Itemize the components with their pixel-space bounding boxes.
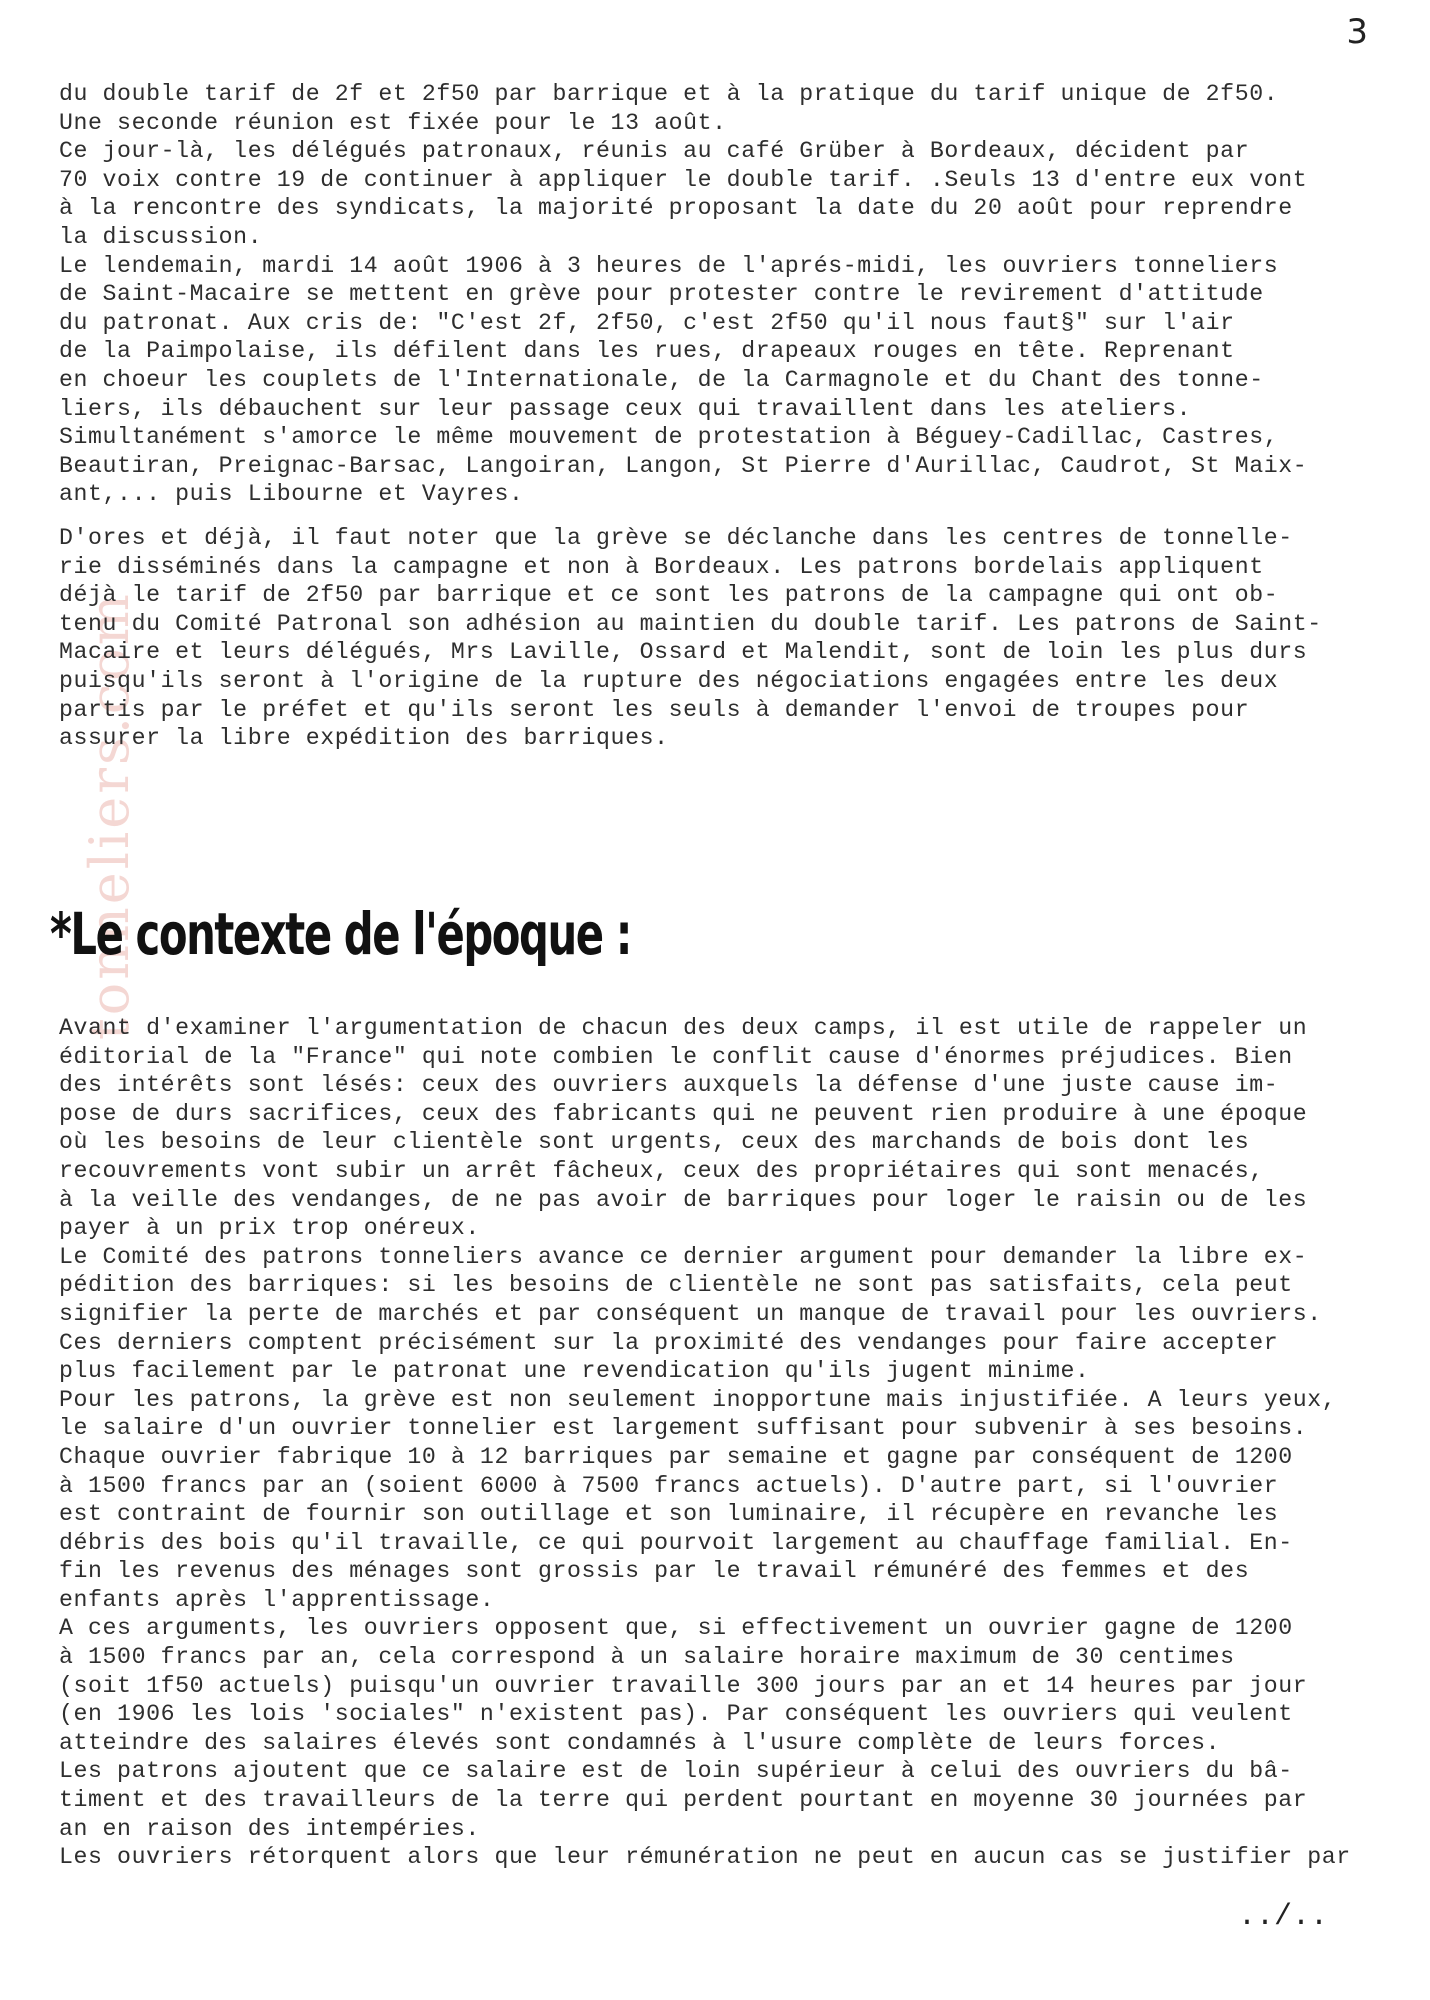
- text-line: à 1500 francs par an, cela correspond à un salaire horaire maximum de 30 centimes: [59, 1644, 1235, 1671]
- text-line: recouvrements vont subir un arrêt fâcheux, ceux des propriétaires qui sont menacés,: [59, 1157, 1264, 1184]
- text-line: puisqu'ils seront à l'origine de la rupture des négociations engagées entre les deux: [59, 667, 1279, 694]
- text-line: débris des bois qu'il travaille, ce qui pourvoit largement au chauffage familial. En-: [59, 1529, 1293, 1556]
- text-line: Pour les patrons, la grève est non seulement inopportune mais injustifiée. A leurs yeux,: [59, 1386, 1337, 1413]
- text-line: à 1500 francs par an (soient 6000 à 7500 francs actuels). D'autre part, si l'ouvrier: [59, 1472, 1279, 1499]
- text-line: timent et des travailleurs de la terre qui perdent pourtant en moyenne 30 journées par: [59, 1787, 1308, 1814]
- text-line: où les besoins de leur clientèle sont urgents, ceux des marchands de bois dont les: [59, 1129, 1250, 1156]
- continuation-mark: ../..: [1238, 1900, 1329, 1934]
- paragraph-strike-start: [59, 80, 1379, 509]
- text-line: éditorial de la "France" qui note combien le conflit cause d'énormes préjudices. Bien: [59, 1043, 1293, 1070]
- text-line: A ces arguments, les ouvriers opposent que, si effectivement un ouvrier gagne de 1200: [59, 1615, 1293, 1642]
- text-line: rie disséminés dans la campagne et non à Bordeaux. Les patrons bordelais appliquent: [59, 553, 1264, 580]
- text-line: de la Paimpolaise, ils défilent dans les rues, drapeaux rouges en tête. Reprenant: [59, 338, 1235, 365]
- text-line: est contraint de fournir son outillage et son luminaire, il récupère en revanche les: [59, 1501, 1279, 1528]
- text-line: (soit 1f50 actuels) puisqu'un ouvrier travaille 300 jours par an et 14 heures par jour: [59, 1672, 1308, 1699]
- text-line: le salaire d'un ouvrier tonnelier est largement suffisant pour subvenir à ses besoins.: [59, 1415, 1308, 1442]
- text-line: fin les revenus des ménages sont grossis par le travail rémunéré des femmes et des: [59, 1558, 1250, 1585]
- text-line: à la veille des vendanges, de ne pas avoir de barriques pour loger le raisin ou de les: [59, 1186, 1308, 1213]
- text-line: Les ouvriers rétorquent alors que leur rémunération ne peut en aucun cas se justifier par: [59, 1844, 1351, 1871]
- text-line: pédition des barriques: si les besoins de clientèle ne sont pas satisfaits, cela peut: [59, 1272, 1293, 1299]
- text-line: signifier la perte de marchés et par conséquent un manque de travail pour les ouvriers.: [59, 1300, 1322, 1327]
- text-line: Chaque ouvrier fabrique 10 à 12 barriques par semaine et gagne par conséquent de 1200: [59, 1443, 1293, 1470]
- text-line: du patronat. Aux cris de: "C'est 2f, 2f50, c'est 2f50 qu'il nous faut§" sur l'air: [59, 309, 1235, 336]
- text-line: Macaire et leurs délégués, Mrs Laville, Ossard et Malendit, sont de loin les plus durs: [59, 639, 1308, 666]
- text-line: an en raison des intempéries.: [59, 1815, 480, 1842]
- text-line: partis par le préfet et qu'ils seront les seuls à demander l'envoi de troupes pour: [59, 696, 1250, 723]
- watermark: tonneliers.com: [78, 591, 141, 1040]
- text-line: ant,... puis Libourne et Vayres.: [59, 481, 524, 508]
- text-line: enfants après l'apprentissage.: [59, 1586, 495, 1613]
- text-line: D'ores et déjà, il faut noter que la grève se déclanche dans les centres de tonnelle-: [59, 525, 1293, 551]
- text-line: atteindre des salaires élevés sont condamnés à l'usure complète de leurs forces.: [59, 1729, 1221, 1756]
- text-line: Beautiran, Preignac-Barsac, Langoiran, Langon, St Pierre d'Aurillac, Caudrot, St Maix-: [59, 452, 1308, 479]
- text-line: Avant d'examiner l'argumentation de chacun des deux camps, il est utile de rappeler un: [59, 1015, 1308, 1041]
- text-line: (en 1906 les lois 'sociales" n'existent pas). Par conséquent les ouvriers qui veulent: [59, 1701, 1293, 1728]
- paragraph-strike-analysis: [59, 524, 1379, 753]
- text-line: la discussion.: [59, 223, 263, 250]
- text-line: liers, ils débauchent sur leur passage ceux qui travaillent dans les ateliers.: [59, 395, 1192, 422]
- text-line: Une seconde réunion est fixée pour le 13 août.: [59, 109, 727, 136]
- text-line: à la rencontre des syndicats, la majorité proposant la date du 20 août pour reprendre: [59, 195, 1293, 222]
- text-line: tenu du Comité Patronal son adhésion au maintien du double tarif. Les patrons de Saint-: [59, 610, 1322, 637]
- text-line: assurer la libre expédition des barriques.: [59, 725, 669, 752]
- text-line: pose de durs sacrifices, ceux des fabricants qui ne peuvent rien produire à une époque: [59, 1100, 1308, 1127]
- section-heading: *Le contexte de l'époque :: [50, 900, 632, 968]
- text-line: plus facilement par le patronat une revendication qu'ils jugent minime.: [59, 1358, 1090, 1385]
- text-line: Le Comité des patrons tonneliers avance ce dernier argument pour demander la libre ex-: [59, 1243, 1308, 1270]
- text-line: de Saint-Macaire se mettent en grève pour protester contre le revirement d'attitude: [59, 281, 1264, 308]
- text-line: en choeur les couplets de l'Internationale, de la Carmagnole et du Chant des tonne-: [59, 366, 1264, 393]
- text-line: déjà le tarif de 2f50 par barrique et ce sont les patrons de la campagne qui ont ob-: [59, 582, 1279, 609]
- text-line: 70 voix contre 19 de continuer à appliquer le double tarif. .Seuls 13 d'entre eux vont: [59, 166, 1308, 193]
- text-line: Simultanément s'amorce le même mouvement de protestation à Béguey-Cadillac, Castres,: [59, 424, 1279, 451]
- text-line: Les patrons ajoutent que ce salaire est de loin supérieur à celui des ouvriers du bâ-: [59, 1758, 1293, 1785]
- text-line: des intérêts sont lésés: ceux des ouvriers auxquels la défense d'une juste cause im-: [59, 1072, 1279, 1099]
- text-line: payer à un prix trop onéreux.: [59, 1215, 480, 1242]
- paragraph-context: [59, 1014, 1379, 1872]
- page-number: 3: [1346, 12, 1368, 52]
- text-line: du double tarif de 2f et 2f50 par barrique et à la pratique du tarif unique de 2f50.: [59, 81, 1279, 107]
- text-line: Le lendemain, mardi 14 août 1906 à 3 heures de l'aprés-midi, les ouvriers tonneliers: [59, 252, 1279, 279]
- text-line: Ce jour-là, les délégués patronaux, réunis au café Grüber à Bordeaux, décident par: [59, 138, 1250, 165]
- text-line: Ces derniers comptent précisément sur la proximité des vendanges pour faire accepter: [59, 1329, 1279, 1356]
